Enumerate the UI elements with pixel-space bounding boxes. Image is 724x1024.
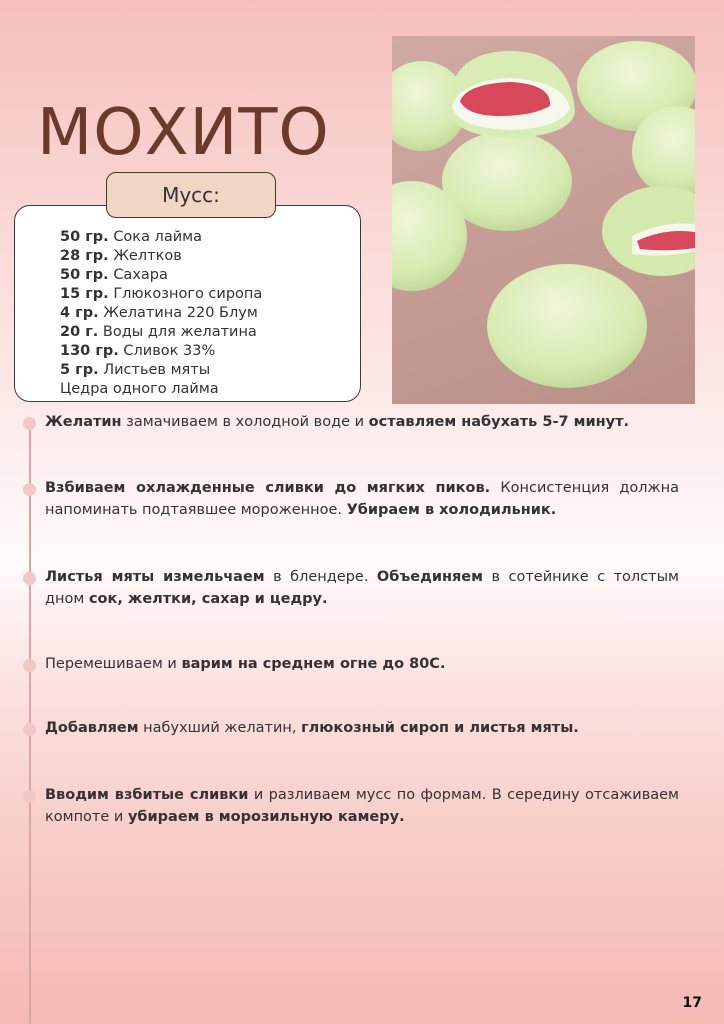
step-text-bold: Вводим взбитые сливки [45,787,249,803]
ingredient-qty: 5 гр. [60,362,99,378]
ingredients-section-label: Мусс: [106,172,276,218]
ingredient-qty: 28 гр. [60,248,109,264]
ingredient-name: Сахара [113,267,168,283]
ingredient-item [60,380,262,399]
ingredient-item [60,247,262,266]
bullet-dot-icon [23,417,36,430]
step-text-regular: в сотейнике с толстым дном [45,569,679,607]
step-text-bold: Взбиваем охлажденные сливки до мягких пиков. [45,480,491,496]
step-text-regular: набухший желатин, [138,720,302,736]
bullet-dot-icon [23,723,36,736]
step-text-regular: замачиваем в холодной воде и [121,414,369,430]
ingredient-name: Сливок 33% [123,343,216,359]
bullet-dot-icon [23,659,36,672]
step-text-bold: глюкозный сироп и листья мяты. [301,720,579,736]
step-text-bold: Листья мяты измельчаем [45,569,265,585]
step-text-bold: оставляем набухать 5-7 минут. [368,414,630,430]
ingredient-name: Листьев мяты [103,362,211,378]
step-text-regular: Перемешиваем и [45,656,182,672]
step-text [45,411,679,433]
step-text-regular: Консистенция должна напоминать подтаявшее мороженное. [45,480,679,518]
step-text-bold: сок, желтки, сахар и цедру. [88,591,328,607]
ingredient-item [60,361,262,380]
step-text [45,784,679,828]
step-text-bold: убираем в морозильную камеру. [127,809,405,825]
bullet-dot-icon [23,572,36,585]
ingredient-name: Сока лайма [113,229,202,245]
ingredient-qty: 50 гр. [60,229,109,245]
step-text-bold: Убираем в холодильник. [346,502,557,518]
page-title: МОХИТО [37,95,330,170]
page-number: 17 [682,995,702,1011]
ingredient-name: Глюкозного сиропа [113,286,263,302]
bullet-dot-icon [23,790,36,803]
ingredient-name: Желтков [113,248,182,264]
ingredient-qty: 20 г. [60,324,99,340]
ingredient-name: Цедра одного лайма [60,381,219,397]
step-text-regular: и разливаем мусс по формам. В середину отсаживаем компоте и [45,787,679,825]
step-text [45,653,679,675]
ingredient-qty: 15 гр. [60,286,109,302]
ingredient-name: Желатина 220 Блум [103,305,258,321]
step-text [45,566,679,610]
ingredient-item [60,304,262,323]
ingredient-item [60,342,262,361]
ingredient-name: Воды для желатина [102,324,257,340]
dessert-photo [392,36,695,404]
ingredients-list [60,228,262,399]
steps-timeline [29,420,31,1024]
step-text-bold: Объединяем [376,569,483,585]
step-text-bold: Добавляем [45,720,139,736]
step-text-bold: Желатин [45,414,122,430]
ingredient-item [60,266,262,285]
step-text [45,717,679,739]
step-text-bold: варим на среднем огне до 80С. [181,656,446,672]
ingredient-qty: 50 гр. [60,267,109,283]
ingredient-qty: 130 гр. [60,343,119,359]
step-text [45,477,679,521]
ingredient-item [60,285,262,304]
step-text-regular: в блендере. [264,569,377,585]
ingredient-qty: 4 гр. [60,305,99,321]
ingredient-item [60,228,262,247]
bullet-dot-icon [23,483,36,496]
ingredient-item [60,323,262,342]
